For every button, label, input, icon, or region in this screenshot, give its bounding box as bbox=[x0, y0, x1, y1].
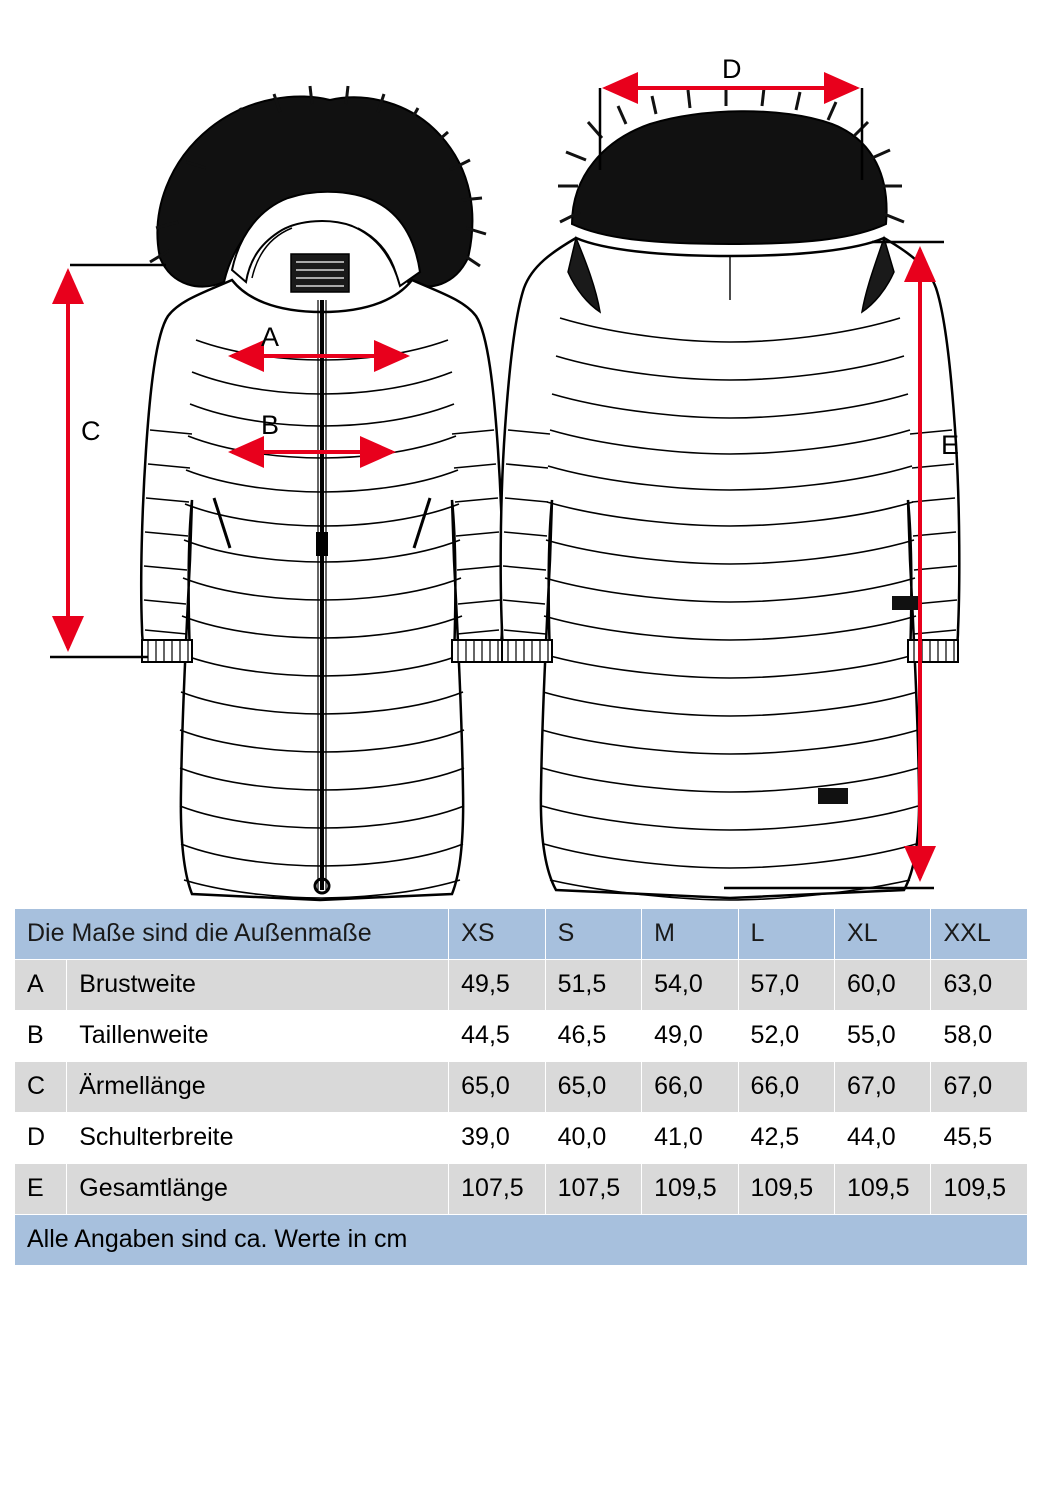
row-value: 55,0 bbox=[835, 1011, 931, 1062]
row-value: 44,5 bbox=[449, 1011, 545, 1062]
row-name: Gesamtlänge bbox=[67, 1164, 449, 1215]
row-value: 67,0 bbox=[931, 1062, 1028, 1113]
row-letter: B bbox=[15, 1011, 67, 1062]
row-value: 41,0 bbox=[642, 1113, 738, 1164]
table-footer-row bbox=[15, 1215, 1028, 1266]
row-name: Brustweite bbox=[67, 960, 449, 1011]
row-value: 42,5 bbox=[738, 1113, 834, 1164]
dimension-label-a: A bbox=[261, 322, 280, 352]
row-letter: D bbox=[15, 1113, 67, 1164]
row-value: 40,0 bbox=[545, 1113, 641, 1164]
footer-note: Alle Angaben sind ca. Werte in cm bbox=[15, 1215, 1028, 1266]
header-description: Die Maße sind die Außenmaße bbox=[15, 909, 449, 960]
row-value: 109,5 bbox=[931, 1164, 1028, 1215]
header-size-m: M bbox=[642, 909, 738, 960]
row-value: 45,5 bbox=[931, 1113, 1028, 1164]
row-value: 107,5 bbox=[545, 1164, 641, 1215]
row-letter: E bbox=[15, 1164, 67, 1215]
row-value: 58,0 bbox=[931, 1011, 1028, 1062]
header-size-s: S bbox=[545, 909, 641, 960]
row-value: 65,0 bbox=[545, 1062, 641, 1113]
row-value: 49,5 bbox=[449, 960, 545, 1011]
dimension-label-c: C bbox=[81, 416, 101, 446]
table-row bbox=[15, 1164, 1028, 1215]
row-value: 66,0 bbox=[738, 1062, 834, 1113]
row-value: 54,0 bbox=[642, 960, 738, 1011]
header-size-xs: XS bbox=[449, 909, 545, 960]
row-value: 51,5 bbox=[545, 960, 641, 1011]
row-value: 52,0 bbox=[738, 1011, 834, 1062]
table-row bbox=[15, 960, 1028, 1011]
header-size-l: L bbox=[738, 909, 834, 960]
row-value: 60,0 bbox=[835, 960, 931, 1011]
row-name: Schulterbreite bbox=[67, 1113, 449, 1164]
header-size-xl: XL bbox=[835, 909, 931, 960]
row-value: 109,5 bbox=[835, 1164, 931, 1215]
row-letter: A bbox=[15, 960, 67, 1011]
row-value: 65,0 bbox=[449, 1062, 545, 1113]
row-value: 109,5 bbox=[642, 1164, 738, 1215]
dimension-label-d: D bbox=[722, 54, 742, 84]
row-name: Taillenweite bbox=[67, 1011, 449, 1062]
dimension-label-e: E bbox=[941, 430, 960, 460]
back-coat-drawing bbox=[501, 88, 960, 900]
table-row bbox=[15, 1011, 1028, 1062]
row-value: 109,5 bbox=[738, 1164, 834, 1215]
table-header-row bbox=[15, 909, 1028, 960]
header-size-xxl: XXL bbox=[931, 909, 1028, 960]
row-value: 39,0 bbox=[449, 1113, 545, 1164]
dimension-label-b: B bbox=[261, 410, 280, 440]
row-value: 66,0 bbox=[642, 1062, 738, 1113]
row-value: 46,5 bbox=[545, 1011, 641, 1062]
table-row bbox=[15, 1062, 1028, 1113]
table-row bbox=[15, 1113, 1028, 1164]
row-value: 57,0 bbox=[738, 960, 834, 1011]
row-value: 63,0 bbox=[931, 960, 1028, 1011]
row-name: Ärmellänge bbox=[67, 1062, 449, 1113]
row-letter: C bbox=[15, 1062, 67, 1113]
size-chart-table bbox=[14, 908, 1028, 1266]
front-coat-drawing bbox=[141, 86, 503, 900]
row-value: 67,0 bbox=[835, 1062, 931, 1113]
row-value: 49,0 bbox=[642, 1011, 738, 1062]
row-value: 44,0 bbox=[835, 1113, 931, 1164]
row-value: 107,5 bbox=[449, 1164, 545, 1215]
